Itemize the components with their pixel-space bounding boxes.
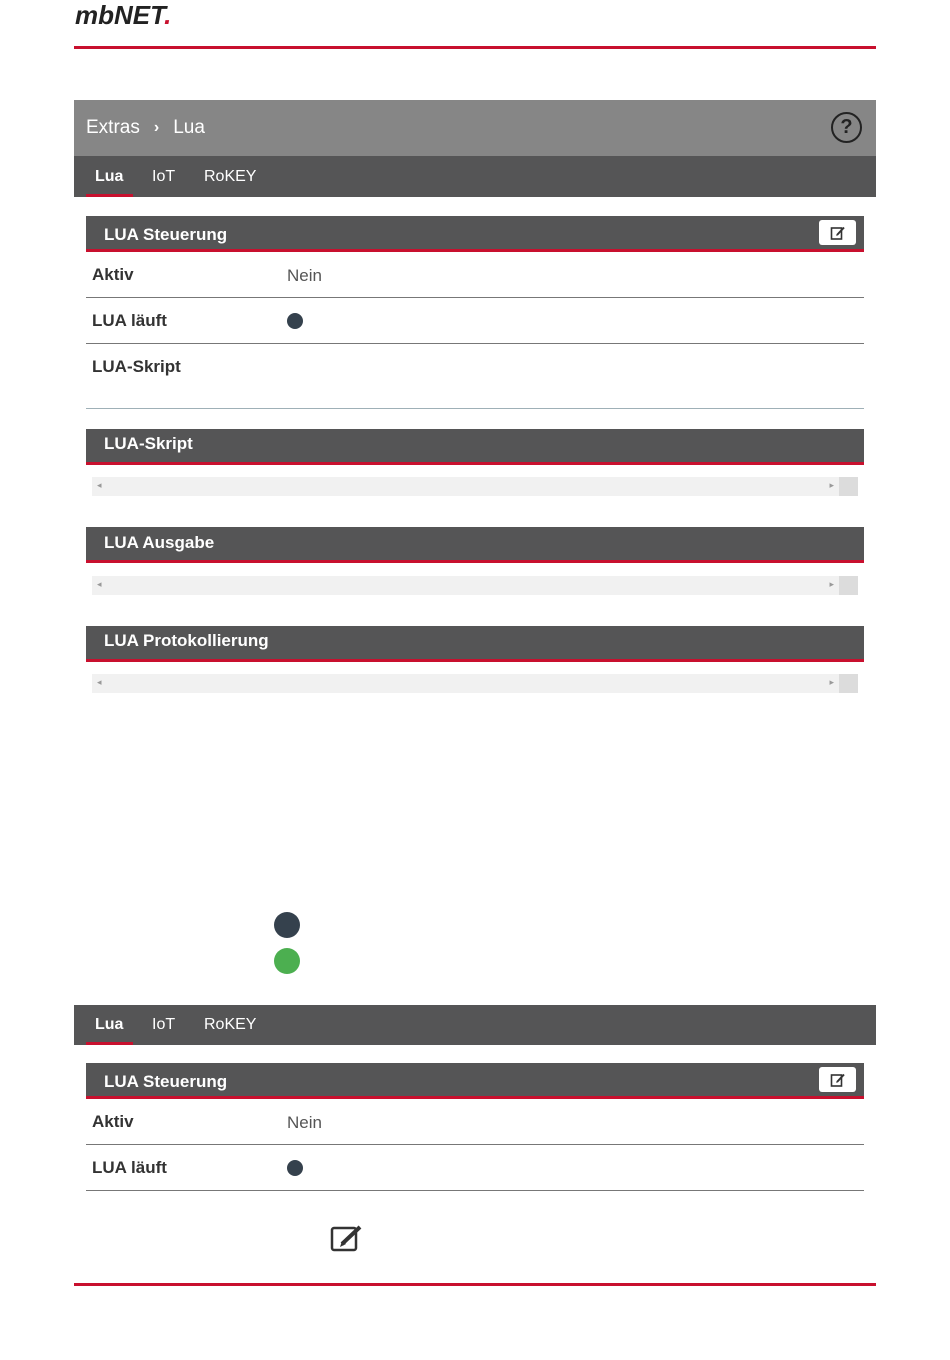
scrollbar-corner — [839, 576, 858, 595]
scroll-right-icon[interactable]: ▸ — [829, 480, 834, 490]
footer-divider — [74, 1283, 876, 1286]
scroll-right-icon[interactable]: ▸ — [829, 677, 834, 687]
tab-rokey[interactable]: RoKEY — [204, 168, 257, 185]
row-lua-script-label: LUA-Skript — [92, 357, 181, 376]
lua-script-scrollbar[interactable] — [92, 477, 858, 496]
edit-button[interactable] — [819, 220, 856, 245]
breadcrumb — [86, 117, 205, 139]
lua-logging-header — [86, 626, 864, 662]
row-aktiv-label: Aktiv — [92, 265, 134, 284]
row-aktiv — [86, 252, 864, 298]
status-stopped-icon — [274, 912, 300, 938]
lua-script-title: LUA-Skript — [104, 434, 193, 453]
chevron-right-icon: › — [153, 119, 160, 136]
tab-bar — [74, 156, 876, 197]
example-tab-lua[interactable]: Lua — [95, 1016, 124, 1033]
edit-icon — [330, 1224, 366, 1254]
breadcrumb-current: Lua — [173, 117, 205, 138]
logo-text: mbNET — [75, 0, 165, 30]
logo-dot: . — [164, 0, 172, 30]
example-row-aktiv-value: Nein — [287, 1113, 322, 1132]
row-aktiv-value: Nein — [287, 266, 322, 285]
lua-output-header — [86, 527, 864, 563]
lua-control-title: LUA Steuerung — [104, 225, 228, 244]
status-stopped-icon — [287, 313, 303, 329]
breadcrumb-bar — [74, 100, 876, 156]
example-lua-control-header — [86, 1063, 864, 1099]
status-stopped-icon — [287, 1160, 303, 1176]
row-lua-script — [86, 344, 864, 409]
example-tab-bar — [74, 1005, 876, 1045]
status-running-icon — [274, 948, 300, 974]
mbnet-logo — [75, 0, 171, 31]
example-edit-button[interactable] — [819, 1067, 856, 1092]
edit-icon — [830, 225, 846, 241]
lua-output-scrollbar[interactable] — [92, 576, 858, 595]
active-tab-indicator — [86, 194, 133, 197]
row-lua-running-label: LUA läuft — [92, 311, 167, 330]
scroll-left-icon[interactable]: ◂ — [97, 677, 102, 687]
example-row-lua-running-label: LUA läuft — [92, 1158, 167, 1177]
example-tab-rokey[interactable]: RoKEY — [204, 1016, 257, 1033]
active-tab-indicator — [86, 1042, 133, 1045]
edit-icon — [830, 1072, 846, 1088]
lua-output-title: LUA Ausgabe — [104, 533, 215, 552]
tab-iot[interactable]: IoT — [152, 168, 176, 185]
header-divider — [74, 46, 876, 49]
scrollbar-corner — [839, 477, 858, 496]
example-row-aktiv-label: Aktiv — [92, 1112, 134, 1131]
lua-control-header — [86, 216, 864, 252]
row-lua-running — [86, 298, 864, 344]
lua-logging-title: LUA Protokollierung — [104, 631, 269, 650]
scroll-left-icon[interactable]: ◂ — [97, 480, 102, 490]
lua-logging-scrollbar[interactable] — [92, 674, 858, 693]
example-tab-iot[interactable]: IoT — [152, 1016, 176, 1033]
tab-lua[interactable]: Lua — [95, 168, 124, 185]
scroll-right-icon[interactable]: ▸ — [829, 579, 834, 589]
example-row-aktiv — [86, 1099, 864, 1145]
breadcrumb-root[interactable]: Extras — [86, 117, 140, 138]
scrollbar-corner — [839, 674, 858, 693]
scroll-left-icon[interactable]: ◂ — [97, 579, 102, 589]
help-icon[interactable]: ? — [831, 112, 862, 143]
example-row-lua-running — [86, 1145, 864, 1191]
lua-script-header — [86, 429, 864, 465]
example-lua-control-title: LUA Steuerung — [104, 1072, 228, 1091]
